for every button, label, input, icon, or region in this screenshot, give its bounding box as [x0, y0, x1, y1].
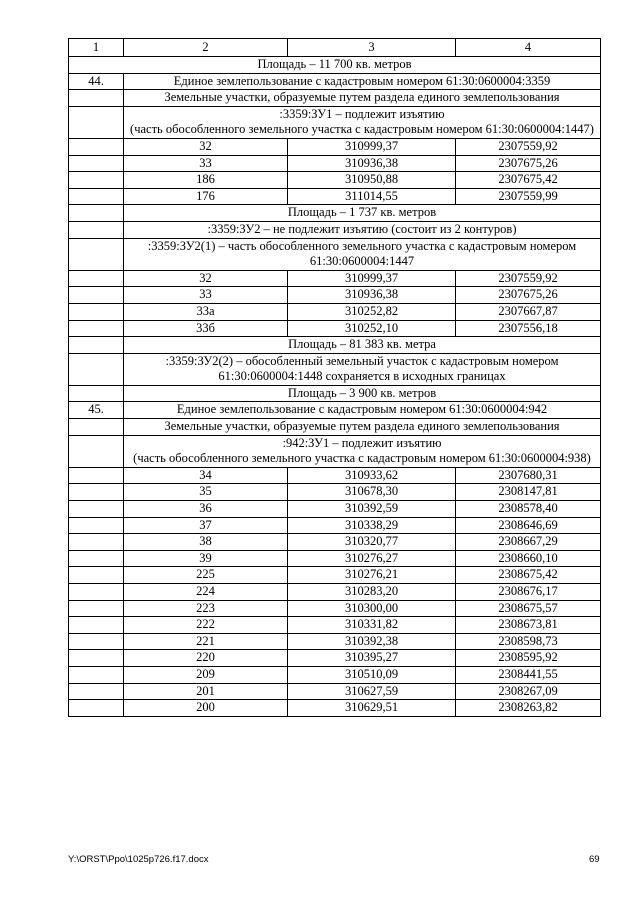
empty-cell	[69, 700, 124, 717]
x-coordinate-cell: 310678,30	[288, 484, 456, 501]
x-coordinate-cell: 310300,00	[288, 600, 456, 617]
point-number-cell: 38	[124, 534, 288, 551]
y-coordinate-cell: 2308578,40	[456, 501, 601, 518]
coordinate-row	[69, 633, 601, 650]
x-coordinate-cell: 310252,10	[288, 320, 456, 337]
description-row	[69, 238, 601, 270]
description-cell: Земельные участки, образуемые путем раздела единого землепользования	[124, 90, 601, 107]
point-number-cell: 33	[124, 287, 288, 304]
point-number-cell: 33	[124, 155, 288, 172]
coordinate-row	[69, 683, 601, 700]
description-cell: :942:ЗУ1 – подлежит изъятию (часть обособленного земельного участка с кадастровым номером 61:30:0600004:938)	[124, 435, 601, 467]
coordinate-row	[69, 617, 601, 634]
point-number-cell: 221	[124, 633, 288, 650]
x-coordinate-cell: 310320,77	[288, 534, 456, 551]
coordinate-row	[69, 303, 601, 320]
coordinate-row	[69, 550, 601, 567]
y-coordinate-cell: 2307667,87	[456, 303, 601, 320]
header-cell: 4	[456, 39, 601, 57]
point-number-cell: 33б	[124, 320, 288, 337]
item-number-cell: 45.	[69, 402, 124, 419]
x-coordinate-cell: 310331,82	[288, 617, 456, 634]
y-coordinate-cell: 2308263,82	[456, 700, 601, 717]
empty-cell	[69, 238, 124, 270]
coordinate-row	[69, 517, 601, 534]
empty-cell	[69, 205, 124, 222]
footer-file-path: Y:\ORST\Ppo\1025p726.f17.docx	[68, 854, 209, 865]
empty-cell	[69, 567, 124, 584]
x-coordinate-cell: 310395,27	[288, 650, 456, 667]
y-coordinate-cell: 2308673,81	[456, 617, 601, 634]
description-cell: Площадь – 81 383 кв. метра	[124, 337, 601, 354]
point-number-cell: 33а	[124, 303, 288, 320]
coordinate-row	[69, 138, 601, 155]
x-coordinate-cell: 310338,29	[288, 517, 456, 534]
area-cell: Площадь – 11 700 кв. метров	[69, 57, 601, 74]
y-coordinate-cell: 2308147,81	[456, 484, 601, 501]
coordinate-row	[69, 287, 601, 304]
x-coordinate-cell: 310629,51	[288, 700, 456, 717]
x-coordinate-cell: 310392,59	[288, 501, 456, 518]
y-coordinate-cell: 2308675,42	[456, 567, 601, 584]
empty-cell	[69, 188, 124, 205]
y-coordinate-cell: 2308667,29	[456, 534, 601, 551]
empty-cell	[69, 534, 124, 551]
y-coordinate-cell: 2307559,92	[456, 270, 601, 287]
coordinates-table	[68, 38, 601, 717]
coordinate-row	[69, 188, 601, 205]
description-row	[69, 337, 601, 354]
description-cell: Площадь – 3 900 кв. метров	[124, 385, 601, 402]
point-number-cell: 32	[124, 270, 288, 287]
coordinate-row	[69, 467, 601, 484]
table-body	[69, 57, 601, 717]
coordinate-row	[69, 584, 601, 601]
empty-cell	[69, 353, 124, 385]
empty-cell	[69, 385, 124, 402]
coordinate-row	[69, 172, 601, 189]
point-number-cell: 222	[124, 617, 288, 634]
point-number-cell: 225	[124, 567, 288, 584]
x-coordinate-cell: 310936,38	[288, 155, 456, 172]
coordinate-row	[69, 534, 601, 551]
y-coordinate-cell: 2307680,31	[456, 467, 601, 484]
x-coordinate-cell: 310999,37	[288, 138, 456, 155]
empty-cell	[69, 650, 124, 667]
point-number-cell: 34	[124, 467, 288, 484]
x-coordinate-cell: 310933,62	[288, 467, 456, 484]
empty-cell	[69, 138, 124, 155]
point-number-cell: 186	[124, 172, 288, 189]
table-header-row	[69, 39, 601, 57]
empty-cell	[69, 287, 124, 304]
y-coordinate-cell: 2307675,42	[456, 172, 601, 189]
description-cell: :3359:ЗУ2 – не подлежит изъятию (состоит из 2 контуров)	[124, 221, 601, 238]
item-number-cell: 44.	[69, 73, 124, 90]
coordinate-row	[69, 501, 601, 518]
coordinate-row	[69, 700, 601, 717]
description-row	[69, 419, 601, 436]
y-coordinate-cell: 2308595,92	[456, 650, 601, 667]
item-row	[69, 402, 601, 419]
x-coordinate-cell: 310252,82	[288, 303, 456, 320]
y-coordinate-cell: 2308267,09	[456, 683, 601, 700]
coordinate-row	[69, 600, 601, 617]
empty-cell	[69, 584, 124, 601]
coordinate-row	[69, 320, 601, 337]
coordinate-row	[69, 666, 601, 683]
empty-cell	[69, 517, 124, 534]
empty-cell	[69, 501, 124, 518]
description-row	[69, 435, 601, 467]
empty-cell	[69, 337, 124, 354]
y-coordinate-cell: 2308441,55	[456, 666, 601, 683]
empty-cell	[69, 303, 124, 320]
description-cell: :3359:ЗУ2(1) – часть обособленного земельного участка с кадастровым номером 61:30:0600004:1447	[124, 238, 601, 270]
item-title-cell: Единое землепользование с кадастровым номером 61:30:0600004:942	[124, 402, 601, 419]
description-row	[69, 106, 601, 138]
y-coordinate-cell: 2307559,92	[456, 138, 601, 155]
empty-cell	[69, 550, 124, 567]
point-number-cell: 36	[124, 501, 288, 518]
empty-cell	[69, 666, 124, 683]
coordinate-row	[69, 155, 601, 172]
x-coordinate-cell: 311014,55	[288, 188, 456, 205]
point-number-cell: 201	[124, 683, 288, 700]
description-cell: Земельные участки, образуемые путем раздела единого землепользования	[124, 419, 601, 436]
empty-cell	[69, 419, 124, 436]
empty-cell	[69, 633, 124, 650]
description-cell: :3359:ЗУ2(2) – обособленный земельный участок с кадастровым номером 61:30:0600004:1448 сохраняется в исходных границах	[124, 353, 601, 385]
y-coordinate-cell: 2308598,73	[456, 633, 601, 650]
x-coordinate-cell: 310950,88	[288, 172, 456, 189]
y-coordinate-cell: 2308676,17	[456, 584, 601, 601]
item-row	[69, 73, 601, 90]
x-coordinate-cell: 310276,27	[288, 550, 456, 567]
description-cell: Площадь – 1 737 кв. метров	[124, 205, 601, 222]
y-coordinate-cell: 2307556,18	[456, 320, 601, 337]
description-row	[69, 385, 601, 402]
y-coordinate-cell: 2307675,26	[456, 155, 601, 172]
empty-cell	[69, 617, 124, 634]
y-coordinate-cell: 2307559,99	[456, 188, 601, 205]
point-number-cell: 35	[124, 484, 288, 501]
x-coordinate-cell: 310510,09	[288, 666, 456, 683]
x-coordinate-cell: 310392,38	[288, 633, 456, 650]
description-row	[69, 205, 601, 222]
empty-cell	[69, 467, 124, 484]
coordinate-row	[69, 484, 601, 501]
description-cell: :3359:ЗУ1 – подлежит изъятию (часть обособленного земельного участка с кадастровым номером 61:30:0600004:1447)	[124, 106, 601, 138]
header-cell: 1	[69, 39, 124, 57]
description-row	[69, 221, 601, 238]
footer-page-number: 69	[589, 854, 600, 865]
x-coordinate-cell: 310627,59	[288, 683, 456, 700]
empty-cell	[69, 600, 124, 617]
empty-cell	[69, 155, 124, 172]
point-number-cell: 220	[124, 650, 288, 667]
point-number-cell: 200	[124, 700, 288, 717]
y-coordinate-cell: 2308675,57	[456, 600, 601, 617]
header-cell: 2	[124, 39, 288, 57]
x-coordinate-cell: 310276,21	[288, 567, 456, 584]
point-number-cell: 39	[124, 550, 288, 567]
area-row	[69, 57, 601, 74]
x-coordinate-cell: 310283,20	[288, 584, 456, 601]
y-coordinate-cell: 2308646,69	[456, 517, 601, 534]
point-number-cell: 37	[124, 517, 288, 534]
description-row	[69, 353, 601, 385]
header-cell: 3	[288, 39, 456, 57]
y-coordinate-cell: 2308660,10	[456, 550, 601, 567]
point-number-cell: 209	[124, 666, 288, 683]
point-number-cell: 176	[124, 188, 288, 205]
y-coordinate-cell: 2307675,26	[456, 287, 601, 304]
point-number-cell: 224	[124, 584, 288, 601]
coordinate-row	[69, 270, 601, 287]
empty-cell	[69, 106, 124, 138]
empty-cell	[69, 172, 124, 189]
empty-cell	[69, 270, 124, 287]
empty-cell	[69, 221, 124, 238]
description-row	[69, 90, 601, 107]
empty-cell	[69, 484, 124, 501]
empty-cell	[69, 683, 124, 700]
empty-cell	[69, 320, 124, 337]
empty-cell	[69, 90, 124, 107]
x-coordinate-cell: 310999,37	[288, 270, 456, 287]
coordinate-row	[69, 650, 601, 667]
coordinate-row	[69, 567, 601, 584]
x-coordinate-cell: 310936,38	[288, 287, 456, 304]
point-number-cell: 223	[124, 600, 288, 617]
point-number-cell: 32	[124, 138, 288, 155]
empty-cell	[69, 435, 124, 467]
item-title-cell: Единое землепользование с кадастровым номером 61:30:0600004:3359	[124, 73, 601, 90]
